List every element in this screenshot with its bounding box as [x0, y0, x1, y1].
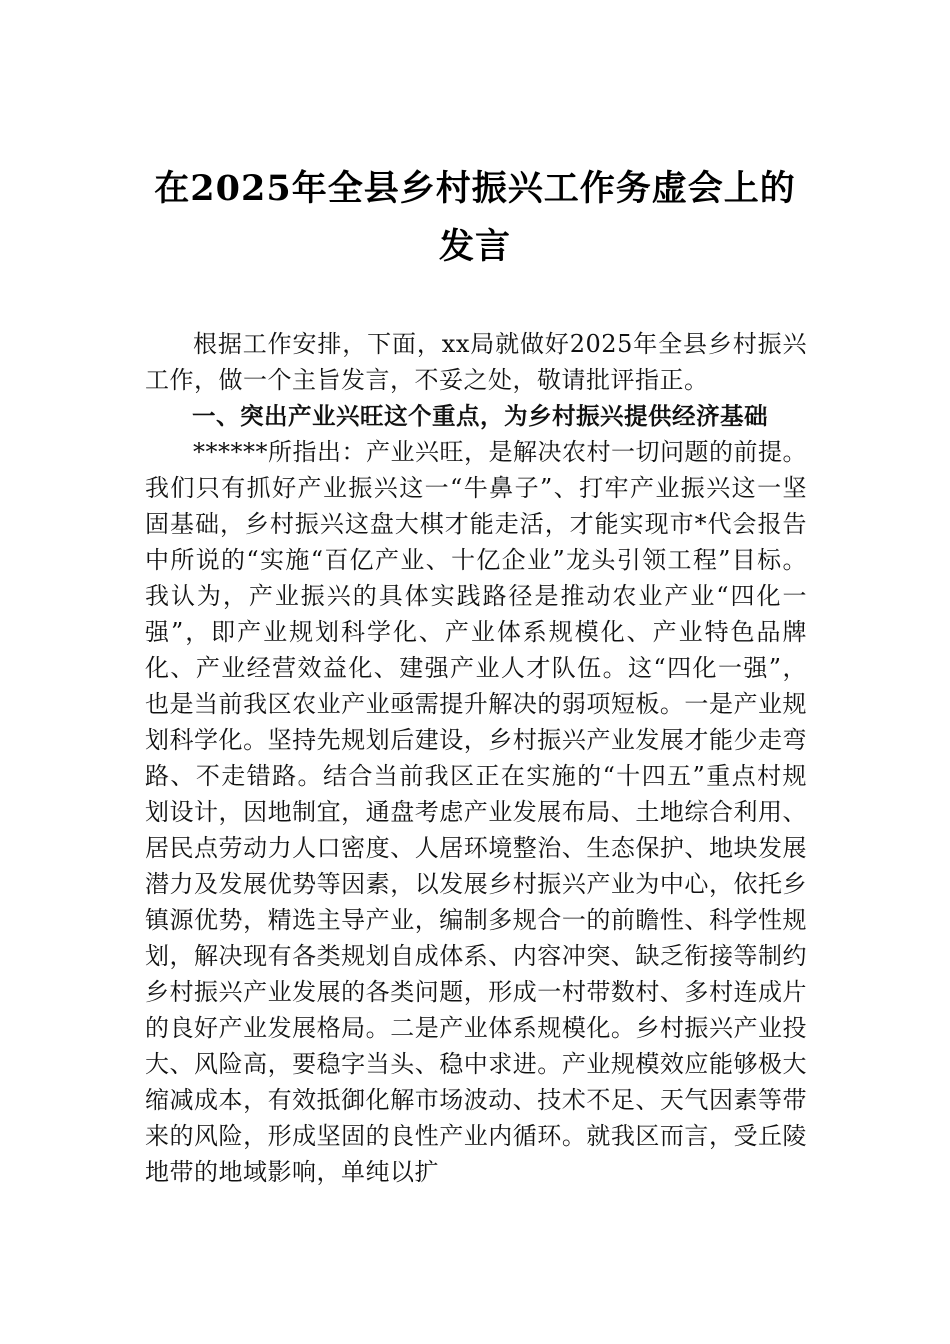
intro-paragraph: 根据工作安排，下面，xx局就做好2025年全县乡村振兴工作，做一个主旨发言，不妥之处，敬请批评指正。 — [145, 330, 807, 394]
document-body — [145, 326, 807, 1190]
section-heading: 一、突出产业兴旺这个重点，为乡村振兴提供经济基础 — [192, 402, 768, 430]
document-title: 在2025年全县乡村振兴工作务虚会上的发言 — [154, 168, 796, 267]
section-paragraph: ******所指出：产业兴旺，是解决农村一切问题的前提。我们只有抓好产业振兴这一“牛鼻子”、打牢产业振兴这一坚固基础，乡村振兴这盘大棋才能走活，才能实现市*代会报告中所说的“实施“百亿产业、十亿企业”龙头引领工程”目标。我认为，产业振兴的具体实践路径是推动农业产业“四化一强”，即产业规划科学化、产业体系规模化、产业特色品牌化、产业经营效益化、建强产业人才队伍。这“四化一强”，也是当前我区农业产业亟需提升解决的弱项短板。一是产业规划科学化。坚持先规划后建设，乡村振兴产业发展才能少走弯路、不走错路。结合当前我区正在实施的“十四五”重点村规划设计，因地制宜，通盘考虑产业发展布局、土地综合利用、居民点劳动力人口密度、人居环境整治、生态保护、地块发展潜力及发展优势等因素，以发展乡村振兴产业为中心，依托乡镇源优势，精选主导产业，编制多规合一的前瞻性、科学性规划，解决现有各类规划自成体系、内容冲突、缺乏衔接等制约乡村振兴产业发展的各类问题，形成一村带数村、多村连成片的良好产业发展格局。二是产业体系规模化。乡村振兴产业投大、风险高，要稳字当头、稳中求进。产业规模效应能够极大缩减成本，有效抵御化解市场波动、技术不足、天气因素等带来的风险，形成坚固的良性产业内循环。就我区而言，受丘陵地带的地域影响，单纯以扩 — [145, 438, 807, 1186]
